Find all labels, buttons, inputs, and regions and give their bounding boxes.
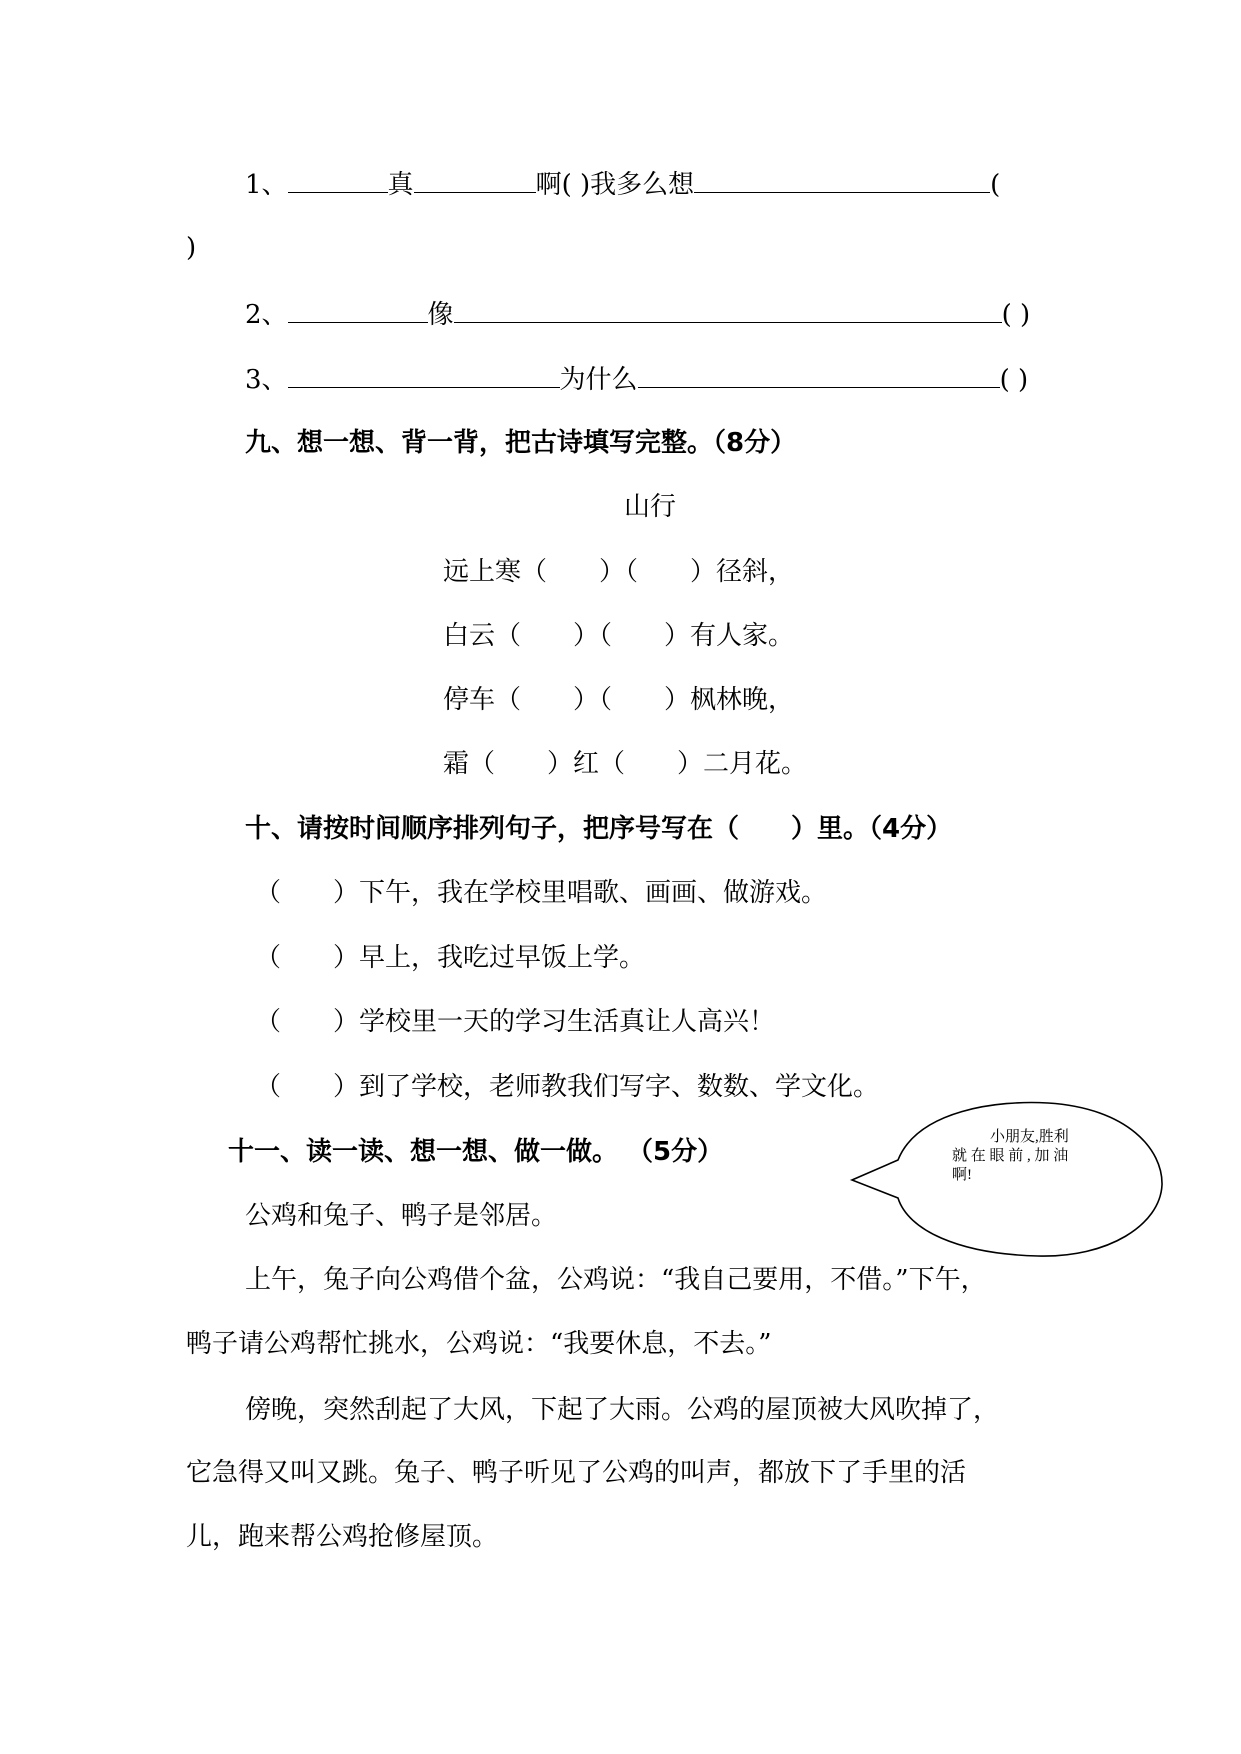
- bubble-text: 小朋友,胜利: [990, 1129, 1069, 1145]
- paren: (: [990, 170, 1001, 200]
- sentence-item-1: [245, 166, 1000, 202]
- answer-blank[interactable]: [638, 361, 1000, 388]
- word: 像: [427, 300, 454, 330]
- sentence-item-3: [245, 361, 1028, 397]
- story-line: 儿，跑来帮公鸡抢修屋顶。: [186, 1522, 499, 1552]
- paren: ( ): [1001, 300, 1031, 330]
- paren: ( ): [999, 365, 1029, 395]
- story-line: 它急得又叫又跳。兔子、鸭子听见了公鸡的叫声，都放下了手里的活: [186, 1458, 967, 1488]
- order-item: （ ）到了学校，老师教我们写字、数数、学文化。: [255, 1072, 880, 1102]
- paren-wrap: ): [186, 233, 197, 263]
- poem-line: 白云（ ）（ ）有人家。: [443, 621, 795, 651]
- word: 为什么: [559, 365, 638, 395]
- bubble-text: 就 在 眼 前 , 加 油: [952, 1148, 1069, 1164]
- poem-title: 山行: [623, 492, 676, 522]
- story-line: 上午，兔子向公鸡借个盆，公鸡说：“我自己要用，不借。”下午，: [245, 1265, 987, 1295]
- bubble-text: 啊!: [952, 1167, 972, 1183]
- order-item: （ ）下午，我在学校里唱歌、画画、做游戏。: [255, 878, 828, 908]
- section-11-heading: 十一、读一读、想一想、做一做。 （5分）: [228, 1137, 724, 1167]
- item-number: 1、: [245, 170, 288, 200]
- answer-blank[interactable]: [414, 166, 536, 193]
- answer-blank[interactable]: [288, 166, 388, 193]
- answer-blank[interactable]: [288, 296, 428, 323]
- word: 啊( )我多么想: [535, 170, 695, 200]
- order-item: （ ）学校里一天的学习生活真让人高兴！: [255, 1007, 776, 1037]
- item-number: 2、: [245, 300, 288, 330]
- answer-blank[interactable]: [694, 166, 990, 193]
- story-line: 鸭子请公鸡帮忙挑水，公鸡说：“我要休息，不去。”: [186, 1329, 772, 1359]
- section-10-heading: 十、请按时间顺序排列句子，把序号写在（ ）里。（4分）: [245, 814, 953, 844]
- answer-blank[interactable]: [454, 296, 1002, 323]
- sentence-item-2: [245, 296, 1030, 332]
- story-line: 傍晚，突然刮起了大风，下起了大雨。公鸡的屋顶被大风吹掉了，: [245, 1395, 1000, 1425]
- story-line: 公鸡和兔子、鸭子是邻居。: [245, 1201, 558, 1231]
- item-number: 3、: [245, 365, 288, 395]
- poem-line: 霜（ ）红（ ）二月花。: [443, 749, 808, 779]
- speech-bubble-shape: [848, 1100, 1168, 1260]
- section-9-heading: 九、想一想、背一背，把古诗填写完整。（8分）: [245, 428, 797, 458]
- word: 真: [387, 170, 414, 200]
- poem-line: 远上寒（ ）（ ）径斜，: [443, 557, 795, 587]
- poem-line: 停车（ ）（ ）枫林晚，: [443, 685, 795, 715]
- speech-bubble: [848, 1100, 1168, 1260]
- answer-blank[interactable]: [288, 361, 560, 388]
- order-item: （ ）早上，我吃过早饭上学。: [255, 943, 646, 973]
